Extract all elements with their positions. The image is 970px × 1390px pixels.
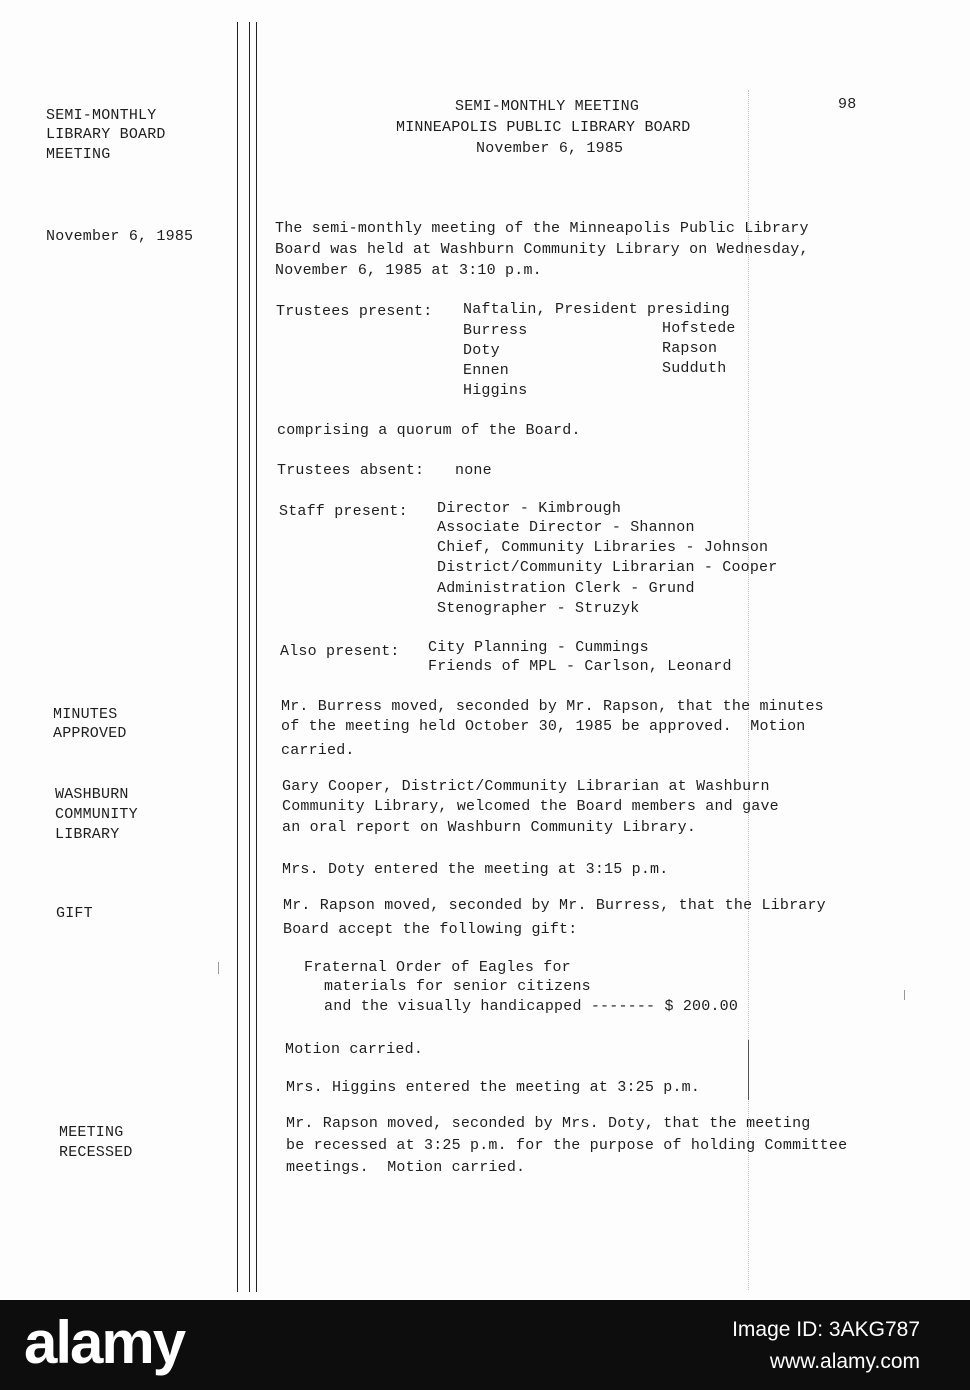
minutes-line-2: of the meeting held October 30, 1985 be approved. Motion (281, 718, 806, 735)
trustee-name: Burress (463, 322, 528, 339)
washburn-line-1: Gary Cooper, District/Community Librarian at Washburn (282, 778, 770, 795)
intro-line-3: November 6, 1985 at 3:10 p.m. (275, 262, 542, 279)
speck (218, 962, 219, 974)
gift-line-2: Board accept the following gift: (283, 921, 578, 938)
gift-item-line-3: and the visually handicapped ------- $ 200.00 (324, 998, 739, 1015)
trustees-present-label: Trustees present: (276, 303, 433, 320)
staff-member: Stenographer - Struzyk (437, 600, 640, 617)
trustee-name: Ennen (463, 362, 510, 379)
margin-recessed-line-1: MEETING (59, 1124, 124, 1141)
staff-member: Administration Clerk - Grund (437, 580, 695, 597)
trustees-absent-value: none (455, 462, 492, 479)
margin-rule-left (237, 22, 238, 1292)
recess-line-1: Mr. Rapson moved, seconded by Mrs. Doty, that the meeting (286, 1115, 811, 1132)
margin-header-line-2: LIBRARY BOARD (46, 126, 166, 143)
margin-minutes-line-2: APPROVED (53, 725, 127, 742)
header-board: MINNEAPOLIS PUBLIC LIBRARY BOARD (396, 119, 691, 136)
staff-member: Chief, Community Libraries - Johnson (437, 539, 769, 556)
margin-date: November 6, 1985 (46, 228, 194, 245)
margin-washburn-line-2: COMMUNITY (55, 806, 138, 823)
margin-minutes-line-1: MINUTES (53, 706, 118, 723)
faint-guide-line-lower (748, 1040, 749, 1100)
gift-item-line-2: materials for senior citizens (324, 978, 591, 995)
header-date: November 6, 1985 (476, 140, 624, 157)
watermark-url: www.alamy.com (769, 1350, 920, 1373)
staff-member: Associate Director - Shannon (437, 519, 695, 536)
margin-rule-right (256, 22, 257, 1292)
staff-member: District/Community Librarian - Cooper (437, 559, 778, 576)
margin-rule-middle (249, 22, 250, 1292)
page-number: 98 (838, 96, 857, 113)
intro-line-1: The semi-monthly meeting of the Minneapolis Public Library (275, 220, 809, 237)
washburn-line-2: Community Library, welcomed the Board members and gave (282, 798, 779, 815)
margin-header-line-1: SEMI-MONTHLY (46, 107, 157, 124)
margin-recessed-line-2: RECESSED (59, 1144, 133, 1161)
minutes-line-3: carried. (281, 742, 355, 759)
margin-washburn-line-3: LIBRARY (55, 826, 120, 843)
trustee-name: Doty (463, 342, 500, 359)
alamy-logo: alamy (24, 1309, 185, 1376)
also-present-label: Also present: (280, 643, 400, 660)
minutes-line-1: Mr. Burress moved, seconded by Mr. Rapson, that the minutes (281, 698, 824, 715)
margin-gift: GIFT (56, 905, 93, 922)
trustee-name: Naftalin, President presiding (463, 301, 730, 318)
also-present-item: City Planning - Cummings (428, 639, 649, 656)
header-title: SEMI-MONTHLY MEETING (455, 98, 640, 115)
margin-header-line-3: MEETING (46, 146, 111, 163)
quorum-statement: comprising a quorum of the Board. (277, 422, 581, 439)
margin-washburn-line-1: WASHBURN (55, 786, 129, 803)
higgins-entered: Mrs. Higgins entered the meeting at 3:25 p.m. (286, 1079, 701, 1096)
image-id: Image ID: 3AKG787 (732, 1318, 920, 1341)
trustee-name: Sudduth (662, 360, 727, 377)
doty-entered: Mrs. Doty entered the meeting at 3:15 p.m. (282, 861, 669, 878)
motion-carried: Motion carried. (285, 1041, 424, 1058)
trustee-name: Rapson (662, 340, 718, 357)
trustee-name: Higgins (463, 382, 528, 399)
faint-guide-line (748, 90, 749, 1290)
intro-line-2: Board was held at Washburn Community Library on Wednesday, (275, 241, 809, 258)
speck (904, 990, 905, 1000)
recess-line-3: meetings. Motion carried. (286, 1159, 526, 1176)
trustees-absent-label: Trustees absent: (277, 462, 425, 479)
staff-member: Director - Kimbrough (437, 500, 622, 517)
also-present-item: Friends of MPL - Carlson, Leonard (428, 658, 732, 675)
trustee-name: Hofstede (662, 320, 736, 337)
washburn-line-3: an oral report on Washburn Community Library. (282, 819, 697, 836)
staff-present-label: Staff present: (279, 503, 408, 520)
recess-line-2: be recessed at 3:25 p.m. for the purpose of holding Committee (286, 1137, 848, 1154)
gift-item-line-1: Fraternal Order of Eagles for (304, 959, 571, 976)
gift-line-1: Mr. Rapson moved, seconded by Mr. Burress, that the Library (283, 897, 826, 914)
